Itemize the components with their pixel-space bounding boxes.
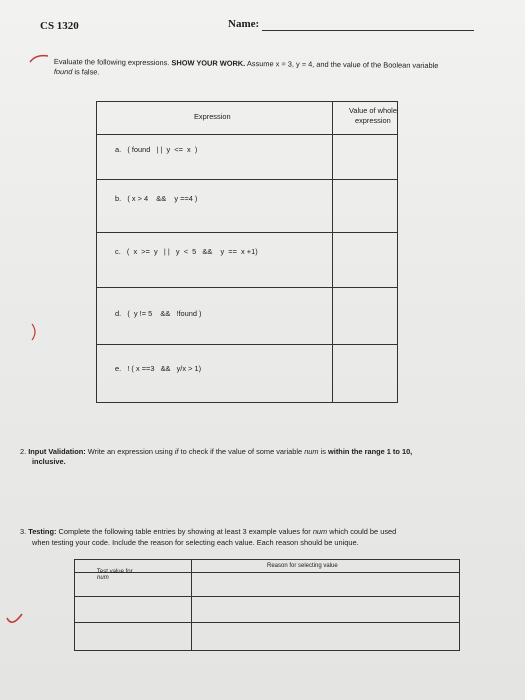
question2-if: if (174, 447, 179, 456)
question2-num: num (304, 447, 319, 456)
intro-prefix: Evaluate the following expressions. (53, 57, 170, 68)
table-row-divider (97, 344, 397, 345)
name-line (262, 30, 474, 31)
expression-row-d: d. ( y != 5 && !found ) (115, 309, 202, 318)
table-row-divider (97, 134, 397, 135)
table-row-divider (75, 596, 459, 597)
question2-text-a: Write an expression using (87, 447, 173, 456)
question2-title: Input Validation: (28, 447, 86, 456)
red-check-mark-icon (28, 52, 50, 66)
expression-row-e: e. ! ( x ==3 && y/x > 1) (115, 364, 202, 373)
header-value-line1: Value of whole (349, 106, 397, 115)
intro-bold: SHOW YOUR WORK. (171, 58, 246, 69)
name-label: Name: (228, 18, 260, 30)
question1-intro (54, 57, 514, 82)
table-row-divider (75, 622, 459, 623)
question3-line1-a: Complete the following table entries by showing at least 3 example values for (58, 527, 311, 536)
expression-row-c: c. ( x >= y | | y < 5 && y == x +1) (115, 247, 258, 256)
table-row-divider (97, 179, 397, 180)
question2-text-c: is (320, 447, 326, 456)
table-row-divider (97, 232, 397, 233)
question3-title: Testing: (28, 527, 57, 536)
expression-table (96, 101, 398, 403)
question2-text-b: to check if the value of some variable (180, 447, 303, 456)
table-row-divider (97, 287, 397, 288)
question2 (20, 447, 518, 457)
intro-found-var: found (53, 66, 73, 77)
question3-line1-b: which could be used (329, 527, 397, 536)
intro-rest: Assume x = 3, y = 4, and the value of the Boolean variable (246, 59, 439, 71)
red-bracket-mark-icon (30, 322, 40, 342)
intro-line2-rest: is false. (74, 67, 100, 77)
header-test-value (87, 563, 133, 587)
test-values-table (74, 559, 460, 651)
table-row-divider (75, 572, 459, 573)
expression-row-b: b. ( x > 4 && y ==4 ) (115, 194, 198, 203)
question2-line2 (32, 457, 66, 467)
question3-number: 3. (20, 527, 27, 536)
question3-num: num (312, 527, 328, 536)
question3 (20, 527, 520, 537)
question3-line2: when testing your code. Include the reason for selecting each value. Each reason should be unique. (32, 538, 359, 547)
header-value-line2: expression (355, 116, 391, 125)
header-test-value-text: Test value for (96, 569, 133, 575)
question2-number: 2. (20, 447, 27, 456)
expression-row-a: a. ( found | | y <= x ) (115, 145, 198, 154)
header-test-value-num: num (97, 575, 109, 581)
question2-inclusive: inclusive. (32, 457, 66, 466)
question2-range: within the range 1 to 10, (328, 447, 413, 456)
header-reason: Reason for selecting value (267, 563, 338, 569)
table-column-divider (191, 560, 192, 650)
course-title: CS 1320 (40, 20, 79, 32)
table-column-divider (332, 102, 333, 402)
red-check-mark-icon-2 (4, 610, 26, 630)
header-expression: Expression (194, 112, 231, 121)
